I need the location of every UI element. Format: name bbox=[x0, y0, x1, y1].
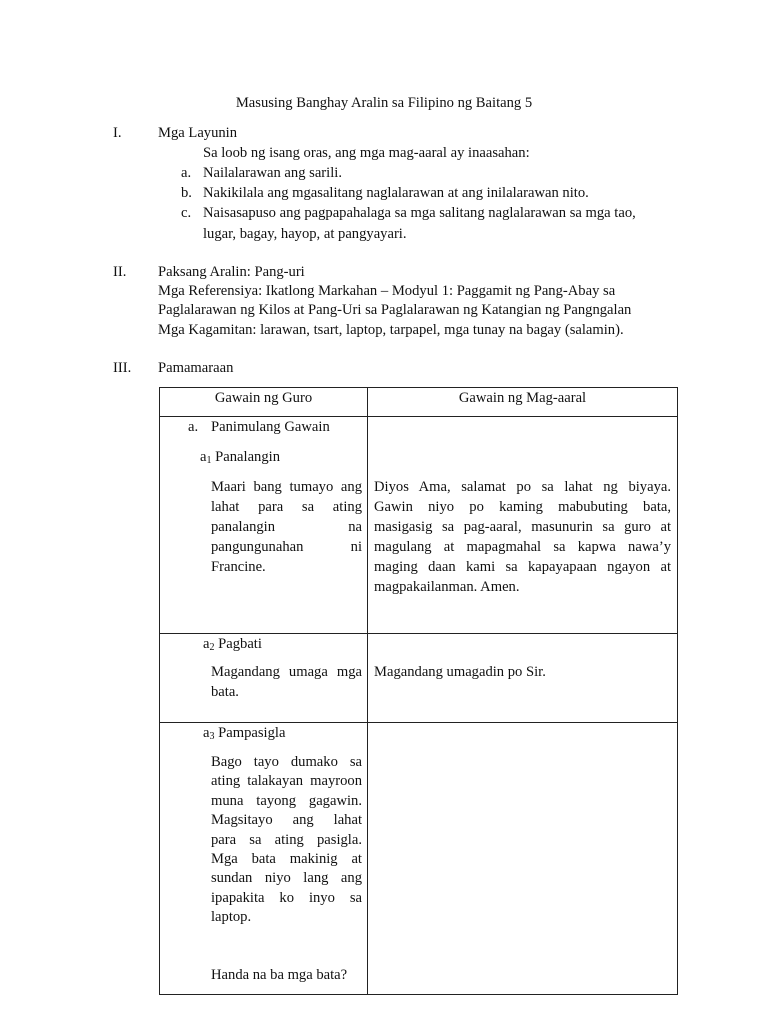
teacher-prayer-text bbox=[211, 477, 362, 577]
teacher-prayer-line: panalangin na bbox=[211, 519, 362, 535]
topic-line: Paksang Aralin: Pang-uri bbox=[158, 264, 305, 280]
section-1-number: I. bbox=[113, 125, 122, 141]
table-row bbox=[160, 723, 678, 995]
procedure-table bbox=[159, 387, 678, 995]
teacher-ready-question: Handa na ba mga bata? bbox=[211, 967, 348, 983]
sub-a3-label bbox=[203, 723, 285, 747]
sub-a1-label bbox=[200, 447, 280, 471]
teacher-prayer-line: lahat para sa ating bbox=[211, 499, 362, 515]
teacher-energizer-text bbox=[211, 753, 362, 928]
teacher-energizer-line: Magsitayo ang lahat bbox=[211, 812, 362, 829]
section-1-heading: Mga Layunin bbox=[158, 125, 238, 141]
sub-a2-label bbox=[203, 634, 262, 658]
objective-b-marker: b. bbox=[181, 185, 192, 201]
section-3-heading: Pamamaraan bbox=[158, 360, 234, 376]
teacher-energizer-line: muna tayong gagawin. bbox=[211, 792, 362, 809]
header-student-activity: Gawain ng Mag-aaral bbox=[368, 388, 678, 417]
teacher-prayer-line: Francine. bbox=[211, 559, 266, 575]
student-cell-panalangin bbox=[368, 417, 678, 634]
objective-b-text: Nakikilala ang mgasalitang naglalarawan at ang inilalarawan nito. bbox=[203, 185, 589, 201]
teacher-energizer-line: para sa ating pasigla. bbox=[211, 831, 362, 848]
section-3-number: III. bbox=[113, 360, 132, 376]
sub-a2-index: 2 bbox=[209, 642, 215, 653]
teacher-cell-pagbati bbox=[160, 634, 368, 723]
teacher-energizer-line: sundan niyo lang ang bbox=[211, 870, 362, 887]
sub-a3-index: 3 bbox=[209, 731, 215, 742]
student-prayer-line: masigasig sa pag-aaral, masunurin sa guro at bbox=[374, 519, 671, 535]
objective-a-marker: a. bbox=[181, 165, 192, 181]
sub-a1-prefix: a bbox=[200, 449, 207, 465]
teacher-energizer-line: ating talakayan mayroon bbox=[211, 773, 362, 790]
objectives-intro: Sa loob ng isang oras, ang mga mag-aaral ay inaasahan: bbox=[203, 145, 530, 161]
teacher-energizer-line: Bago tayo dumako sa bbox=[211, 754, 362, 770]
student-prayer-line: magulang at mapagmahal sa kapwa nawa’y bbox=[374, 539, 671, 555]
objective-c-text-line1: Naisasapuso ang pagpapahalaga sa mga salitang naglalarawan sa mga tao, bbox=[203, 205, 636, 221]
teacher-prayer-line: Maari bang tumayo ang bbox=[211, 479, 362, 495]
objective-a-text: Nailalarawan ang sarili. bbox=[203, 165, 342, 181]
teacher-cell-pampasigla bbox=[160, 723, 368, 995]
materials-line: Mga Kagamitan: larawan, tsart, laptop, tarpapel, mga tunay na bagay (salamin). bbox=[158, 322, 624, 338]
references-line2: Paglalarawan ng Kilos at Pang-Uri sa Paglalarawan ng Katangian ng Pangngalan bbox=[158, 302, 632, 318]
student-prayer-line: Diyos Ama, salamat po sa lahat ng biyaya. bbox=[374, 479, 671, 495]
section-2-number: II. bbox=[113, 264, 127, 280]
sub-a2-prefix: a bbox=[203, 636, 210, 652]
sub-a3-text: Pampasigla bbox=[218, 725, 286, 741]
objective-c-marker: c. bbox=[181, 205, 192, 221]
teacher-prayer-line: pangungunahan ni bbox=[211, 539, 362, 555]
table-row bbox=[160, 417, 678, 634]
teacher-energizer-line: laptop. bbox=[211, 909, 252, 926]
table-header-row bbox=[160, 388, 678, 417]
teacher-cell-panalangin bbox=[160, 417, 368, 634]
references-line1: Mga Referensiya: Ikatlong Markahan – Modyul 1: Paggamit ng Pang-Abay sa bbox=[158, 283, 616, 299]
sub-a3-prefix: a bbox=[203, 725, 210, 741]
teacher-energizer-line: ipapakita ko inyo sa bbox=[211, 889, 362, 906]
student-prayer-line: Gawin niyo po kaming mabubuting bata, bbox=[374, 499, 671, 515]
section-a-marker: a. bbox=[188, 419, 199, 435]
student-prayer-text bbox=[374, 477, 671, 597]
teacher-greeting-line: bata. bbox=[211, 684, 239, 700]
teacher-greeting-text bbox=[211, 662, 362, 702]
teacher-greeting-line: Magandang umaga mga bbox=[211, 664, 362, 680]
lesson-plan-title: Masusing Banghay Aralin sa Filipino ng Baitang 5 bbox=[235, 95, 533, 111]
sub-a1-text: Panalangin bbox=[215, 449, 280, 465]
student-cell-pagbati bbox=[368, 634, 678, 723]
student-prayer-line: maging daan kami sa kapayapaan ngayon at bbox=[374, 559, 671, 575]
sub-a1-index: 1 bbox=[206, 455, 212, 466]
sub-a2-text: Pagbati bbox=[218, 636, 262, 652]
header-teacher-activity: Gawain ng Guro bbox=[160, 388, 368, 417]
objective-c-text-line2: lugar, bagay, hayop, at pangyayari. bbox=[203, 226, 407, 242]
student-prayer-line: magpakailanman. Amen. bbox=[374, 579, 520, 595]
student-greeting-text: Magandang umagadin po Sir. bbox=[374, 664, 546, 680]
student-cell-pampasigla bbox=[368, 723, 678, 995]
table-row bbox=[160, 634, 678, 723]
teacher-energizer-line: Mga bata makinig at bbox=[211, 851, 362, 868]
section-a-label: Panimulang Gawain bbox=[211, 419, 330, 435]
